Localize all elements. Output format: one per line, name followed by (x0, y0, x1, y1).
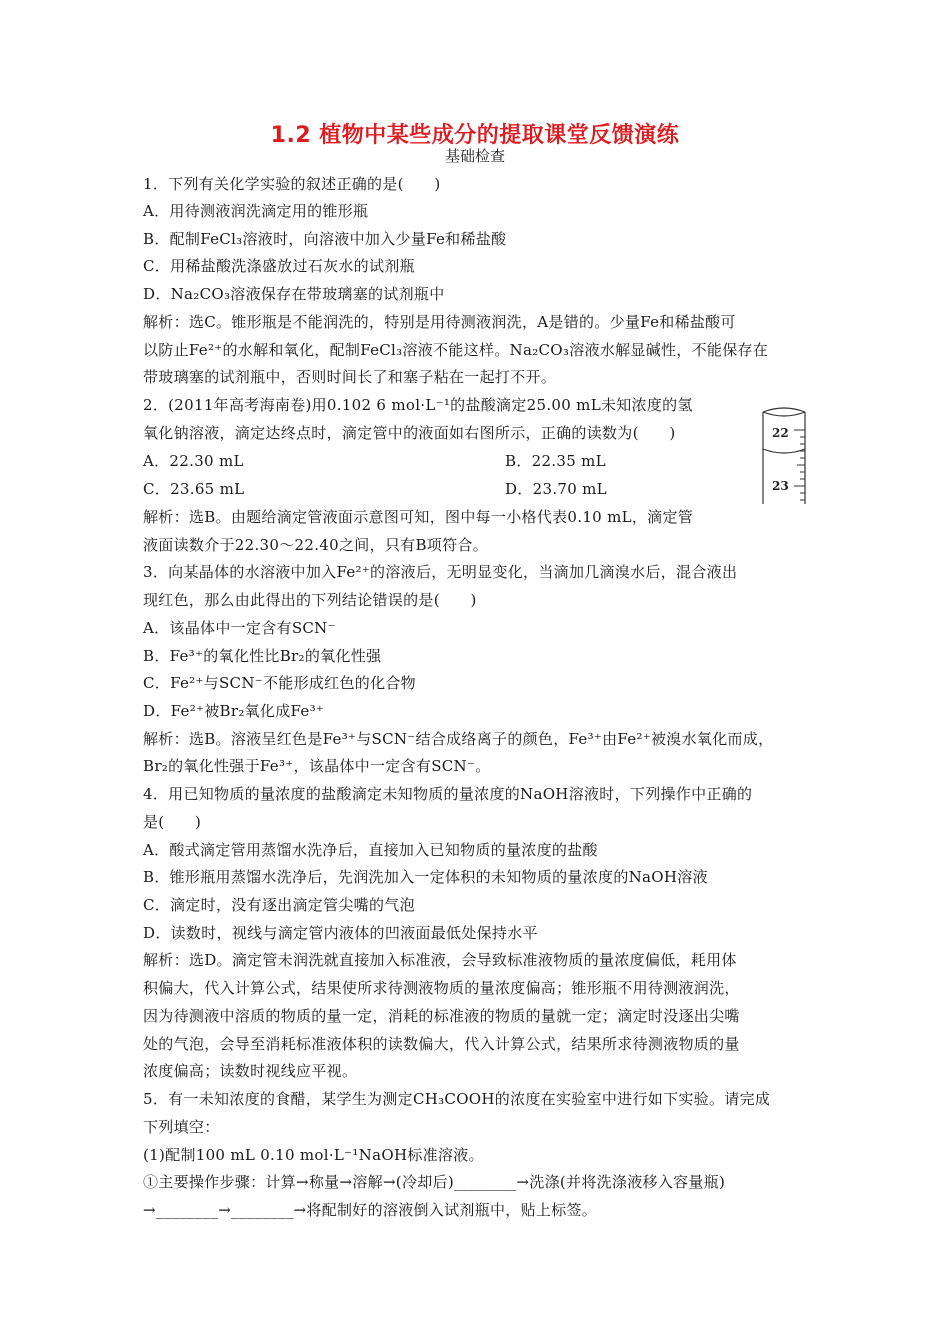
q1-analysis-line-3: 带玻璃塞的试剂瓶中，否则时间长了和塞子粘在一起打不开。 (143, 368, 557, 386)
q3-option-b: B．Fe³⁺的氧化性比Br₂的氧化性强 (143, 647, 382, 665)
q2-option-b: B．22.35 mL (505, 452, 606, 470)
q4-stem-line-1: 4．用已知物质的量浓度的盐酸滴定未知物质的量浓度的NaOH溶液时，下列操作中正确的 (143, 785, 753, 803)
q5-stem-line-1: 5．有一未知浓度的食醋，某学生为测定CH₃COOH的浓度在实验室中进行如下实验。请完成 (143, 1090, 771, 1108)
q1-analysis-line-2: 以防止Fe²⁺的水解和氧化，配制FeCl₃溶液不能这样。Na₂CO₃溶液水解显碱性，不能保存在 (143, 341, 769, 359)
q4-analysis-line-2: 积偏大，代入计算公式，结果使所求待测液物质的量浓度偏高；锥形瓶不用待测液润洗， (143, 979, 740, 997)
q3-option-d: D．Fe²⁺被Br₂氧化成Fe³⁺ (143, 702, 325, 720)
q4-option-b: B．锥形瓶用蒸馏水洗净后，先润洗加入一定体积的未知物质的量浓度的NaOH溶液 (143, 868, 708, 886)
q2-stem-line-2: 氧化钠溶液，滴定达终点时，滴定管中的液面如右图所示，正确的读数为( ) (143, 424, 676, 442)
q4-analysis-line-5: 浓度偏高；读数时视线应平视。 (143, 1062, 358, 1080)
burette-label-23: 23 (772, 479, 789, 493)
burette-ticks (794, 430, 805, 500)
burette-meniscus (763, 449, 805, 453)
q2-stem-line-1: 2．(2011年高考海南卷)用0.102 6 mol·L⁻¹的盐酸滴定25.00 mL未知浓度的氢 (143, 396, 693, 414)
q4-option-a: A．酸式滴定管用蒸馏水洗净后，直接加入已知物质的量浓度的盐酸 (143, 841, 598, 859)
q4-analysis-line-1: 解析：选D。滴定管未润洗就直接加入标准液，会导致标准液物质的量浓度偏低，耗用体 (143, 951, 737, 969)
q1-analysis-line-1: 解析：选C。锥形瓶是不能润洗的，特别是用待测液润洗，A是错的。少量Fe和稀盐酸可 (143, 313, 736, 331)
q2-option-d: D．23.70 mL (505, 480, 607, 498)
q4-stem-line-2: 是( ) (143, 813, 202, 831)
q1-option-a: A．用待测液润洗滴定用的锥形瓶 (143, 202, 369, 220)
q5-stem-line-2: 下列填空： (143, 1118, 220, 1136)
q5-step-line-2: →________→________→将配制好的溶液倒入试剂瓶中，贴上标签。 (143, 1201, 598, 1219)
q4-analysis-line-4: 处的气泡，会导至消耗标准液体积的读数偏大，代入计算公式，结果所求待测液物质的量 (143, 1035, 740, 1053)
q5-part1: (1)配制100 mL 0.10 mol·L⁻¹NaOH标准溶液。 (143, 1146, 484, 1164)
q3-option-c: C．Fe²⁺与SCN⁻不能形成红色的化合物 (143, 674, 416, 692)
q3-option-a: A．该晶体中一定含有SCN⁻ (143, 619, 336, 637)
q4-analysis-line-3: 因为待测液中溶质的物质的量一定，消耗的标准液的物质的量就一定；滴定时没逐出尖嘴 (143, 1007, 740, 1025)
page-title: 1.2 植物中某些成分的提取课堂反馈演练 (270, 123, 680, 148)
q1-stem: 1．下列有关化学实验的叙述正确的是( ) (143, 175, 441, 193)
q2-analysis-line-2: 液面读数介于22.30～22.40之间，只有B项符合。 (143, 536, 489, 554)
page-subtitle: 基础检查 (444, 147, 505, 165)
q1-option-c: C．用稀盐酸洗涤盛放过石灰水的试剂瓶 (143, 257, 415, 275)
q1-option-d: D．Na₂CO₃溶液保存在带玻璃塞的试剂瓶中 (143, 285, 445, 303)
q2-analysis-line-1: 解析：选B。由题给滴定管液面示意图可知，图中每一小格代表0.10 mL，滴定管 (143, 508, 694, 526)
q1-option-b: B．配制FeCl₃溶液时，向溶液中加入少量Fe和稀盐酸 (143, 230, 507, 248)
q2-option-a: A．22.30 mL (143, 452, 244, 470)
q3-analysis-line-2: Br₂的氧化性强于Fe³⁺，该晶体中一定含有SCN⁻。 (143, 757, 491, 775)
q2-option-c: C．23.65 mL (143, 480, 245, 498)
q4-option-c: C．滴定时，没有逐出滴定管尖嘴的气泡 (143, 896, 415, 914)
q3-stem-line-2: 现红色，那么由此得出的下列结论错误的是( ) (143, 591, 477, 609)
q3-stem-line-1: 3．向某晶体的水溶液中加入Fe²⁺的溶液后，无明显变化，当滴加几滴溴水后，混合液出 (143, 563, 738, 581)
q3-analysis-line-1: 解析：选B。溶液呈红色是Fe³⁺与SCN⁻结合成络离子的颜色，Fe³⁺由Fe²⁺被溴水氧化而成， (143, 730, 774, 748)
burette-figure (760, 404, 808, 508)
burette-label-22: 22 (772, 426, 789, 440)
q5-step-line-1: ①主要操作步骤：计算→称量→溶解→(冷却后)________→洗涤(并将洗涤液移入容量瓶) (143, 1173, 726, 1191)
q4-option-d: D．读数时，视线与滴定管内液体的凹液面最低处保持水平 (143, 924, 538, 942)
